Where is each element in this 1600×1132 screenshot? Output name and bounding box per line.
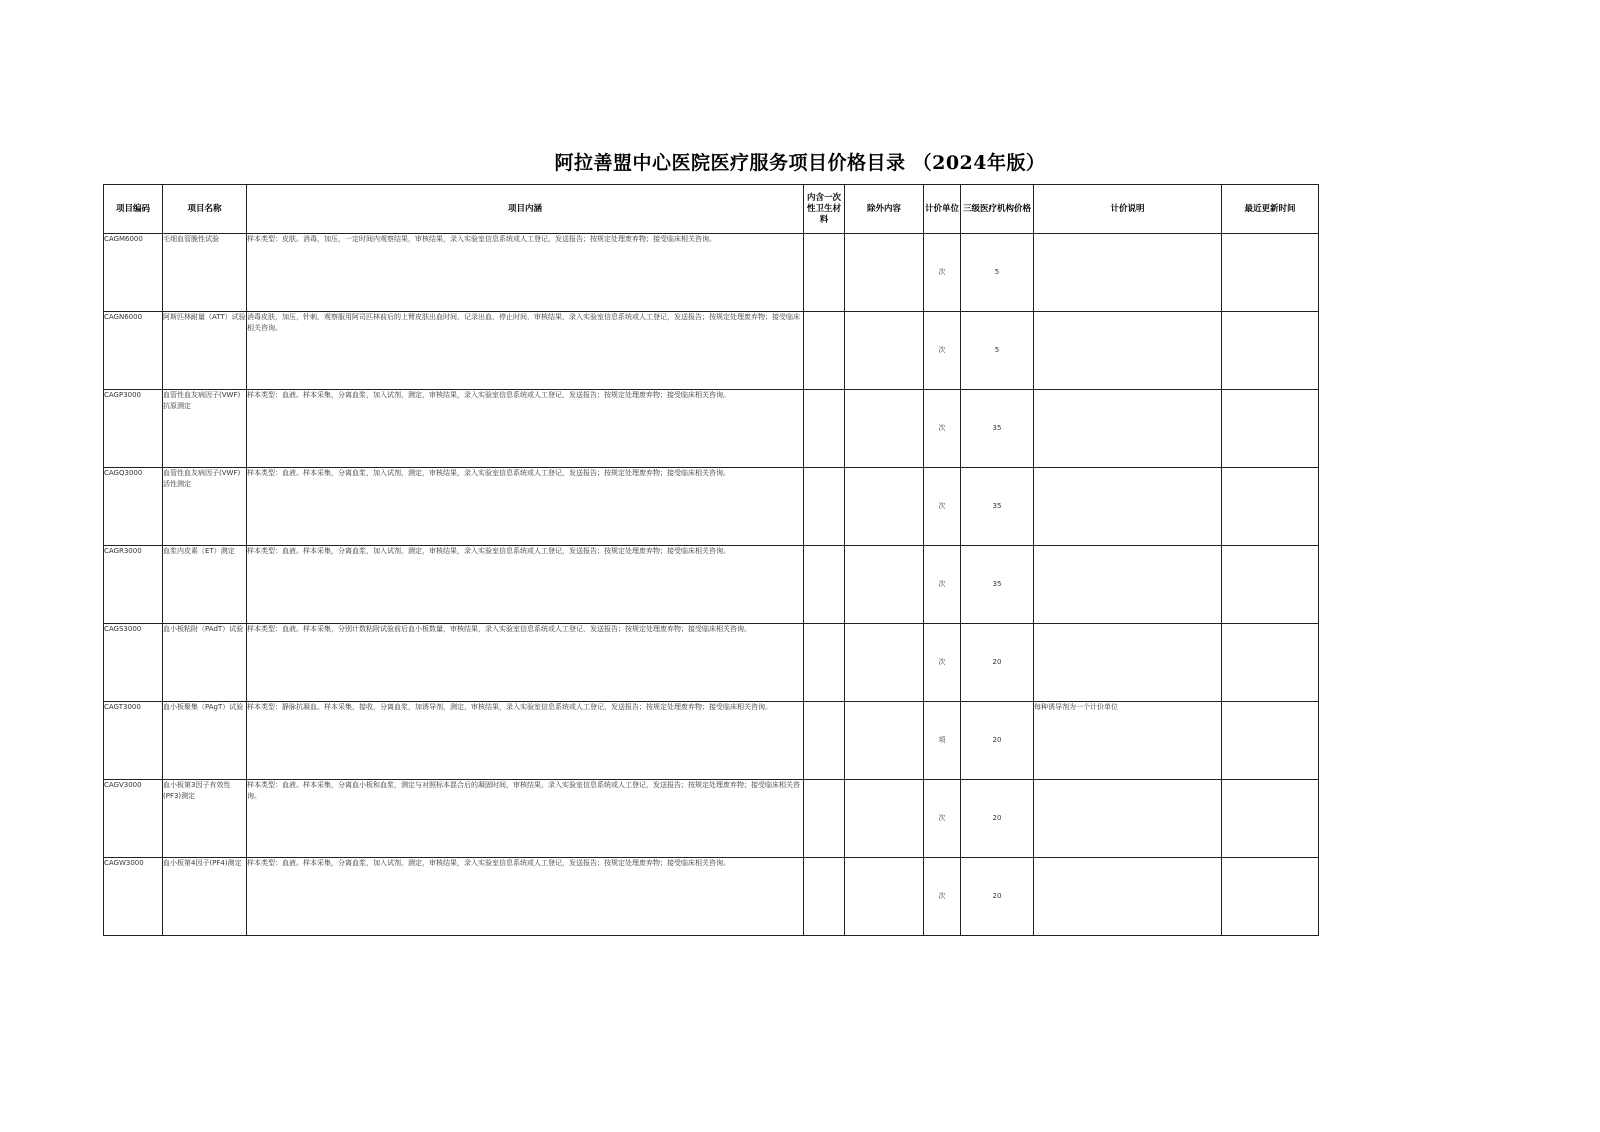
header-notes: 计价说明 (1034, 185, 1222, 234)
cell-unit: 次 (924, 624, 961, 702)
cell-updated (1222, 858, 1319, 936)
cell-updated (1222, 780, 1319, 858)
cell-updated (1222, 702, 1319, 780)
header-exclusions: 除外内容 (845, 185, 924, 234)
cell-materials (804, 234, 845, 312)
cell-price: 20 (961, 858, 1034, 936)
cell-materials (804, 312, 845, 390)
table-row (104, 780, 1319, 858)
header-row (104, 185, 1319, 234)
header-unit: 计价单位 (924, 185, 961, 234)
cell-name: 阿斯匹林耐量（ATT）试验 (163, 312, 247, 390)
cell-updated (1222, 624, 1319, 702)
table-row (104, 624, 1319, 702)
cell-notes (1034, 858, 1222, 936)
cell-notes (1034, 546, 1222, 624)
cell-price: 20 (961, 780, 1034, 858)
cell-unit: 次 (924, 780, 961, 858)
header-name: 项目名称 (163, 185, 247, 234)
cell-exclusions (845, 234, 924, 312)
table-row (104, 234, 1319, 312)
cell-notes (1034, 468, 1222, 546)
cell-price: 20 (961, 624, 1034, 702)
cell-materials (804, 390, 845, 468)
cell-code: CAGP3000 (104, 390, 163, 468)
cell-name: 血小板粘附（PAdT）试验 (163, 624, 247, 702)
cell-content: 样本类型：静脉抗凝血。样本采集，接收，分离血浆，加诱导剂，测定，审核结果，录入实验室信息系统或人工登记，发送报告；按规定处理废弃物；接受临床相关咨询。 (247, 702, 804, 780)
header-code: 项目编码 (104, 185, 163, 234)
cell-unit: 次 (924, 234, 961, 312)
cell-unit: 次 (924, 468, 961, 546)
header-price: 三级医疗机构价格 (961, 185, 1034, 234)
cell-code: CAGM6000 (104, 234, 163, 312)
cell-price: 35 (961, 390, 1034, 468)
table-row (104, 702, 1319, 780)
cell-exclusions (845, 468, 924, 546)
cell-notes (1034, 234, 1222, 312)
cell-name: 血浆内皮素（ET）测定 (163, 546, 247, 624)
header-updated: 最近更新时间 (1222, 185, 1319, 234)
cell-content: 样本类型：血液。样本采集，分离血小板和血浆，测定与对照标本混合后的凝固时间，审核结果，录入实验室信息系统或人工登记，发送报告；按规定处理废弃物；接受临床相关咨询。 (247, 780, 804, 858)
cell-unit: 项 (924, 702, 961, 780)
table-row (104, 390, 1319, 468)
cell-materials (804, 546, 845, 624)
cell-exclusions (845, 858, 924, 936)
cell-notes (1034, 312, 1222, 390)
cell-content: 样本类型：血液。样本采集，分别计数粘附试验前后血小板数量，审核结果，录入实验室信息系统或人工登记，发送报告；按规定处理废弃物；接受临床相关咨询。 (247, 624, 804, 702)
cell-code: CAGS3000 (104, 624, 163, 702)
cell-unit: 次 (924, 390, 961, 468)
cell-price: 20 (961, 702, 1034, 780)
cell-unit: 次 (924, 858, 961, 936)
cell-name: 毛细血管脆性试验 (163, 234, 247, 312)
cell-notes: 每种诱导剂为一个计价单位 (1034, 702, 1222, 780)
cell-code: CAGR3000 (104, 546, 163, 624)
cell-content: 消毒皮肤，加压，针刺，观察服用阿司匹林前后的上臂皮肤出血时间，记录出血、停止时间，审核结果，录入实验室信息系统或人工登记，发送报告；按规定处理废弃物；接受临床相关咨询。 (247, 312, 804, 390)
cell-updated (1222, 390, 1319, 468)
cell-notes (1034, 624, 1222, 702)
cell-updated (1222, 546, 1319, 624)
table-row (104, 858, 1319, 936)
cell-notes (1034, 780, 1222, 858)
cell-code: CAGT3000 (104, 702, 163, 780)
cell-content: 样本类型：血液。样本采集，分离血浆，加入试剂，测定，审核结果，录入实验室信息系统或人工登记，发送报告；按规定处理废弃物；接受临床相关咨询。 (247, 390, 804, 468)
cell-exclusions (845, 312, 924, 390)
cell-price: 5 (961, 234, 1034, 312)
cell-code: CAGN6000 (104, 312, 163, 390)
cell-name: 血小板第4因子(PF4)测定 (163, 858, 247, 936)
cell-name: 血小板第3因子有效性(PF3)测定 (163, 780, 247, 858)
cell-exclusions (845, 624, 924, 702)
cell-name: 血管性血友病因子(VWF)抗原测定 (163, 390, 247, 468)
table-row (104, 546, 1319, 624)
cell-updated (1222, 468, 1319, 546)
header-materials: 内含一次性卫生材料 (804, 185, 845, 234)
cell-updated (1222, 312, 1319, 390)
cell-price: 35 (961, 546, 1034, 624)
cell-unit: 次 (924, 546, 961, 624)
cell-content: 样本类型：血液。样本采集，分离血浆，加入试剂，测定，审核结果，录入实验室信息系统或人工登记，发送报告；按规定处理废弃物；接受临床相关咨询。 (247, 468, 804, 546)
cell-name: 血小板聚集（PAgT）试验 (163, 702, 247, 780)
cell-materials (804, 468, 845, 546)
cell-materials (804, 858, 845, 936)
cell-unit: 次 (924, 312, 961, 390)
cell-materials (804, 702, 845, 780)
cell-exclusions (845, 546, 924, 624)
table-row (104, 468, 1319, 546)
table-row (104, 312, 1319, 390)
cell-updated (1222, 234, 1319, 312)
cell-materials (804, 780, 845, 858)
page-title: 阿拉善盟中心医院医疗服务项目价格目录 （2024年版） (554, 152, 1046, 174)
header-content: 项目内涵 (247, 185, 804, 234)
cell-content: 样本类型：血液。样本采集，分离血浆，加入试剂，测定，审核结果，录入实验室信息系统或人工登记，发送报告；按规定处理废弃物；接受临床相关咨询。 (247, 546, 804, 624)
cell-code: CAGQ3000 (104, 468, 163, 546)
price-table (103, 184, 1319, 936)
cell-code: CAGW3000 (104, 858, 163, 936)
cell-content: 样本类型：皮肤。消毒，加压，一定时间内观察结果，审核结果，录入实验室信息系统或人工登记，发送报告；按规定处理废弃物；接受临床相关咨询。 (247, 234, 804, 312)
cell-content: 样本类型：血液。样本采集，分离血浆，加入试剂，测定，审核结果，录入实验室信息系统或人工登记，发送报告；按规定处理废弃物；接受临床相关咨询。 (247, 858, 804, 936)
cell-exclusions (845, 702, 924, 780)
cell-price: 35 (961, 468, 1034, 546)
cell-price: 5 (961, 312, 1034, 390)
cell-materials (804, 624, 845, 702)
cell-notes (1034, 390, 1222, 468)
cell-name: 血管性血友病因子(VWF)活性测定 (163, 468, 247, 546)
cell-exclusions (845, 390, 924, 468)
cell-code: CAGV3000 (104, 780, 163, 858)
cell-exclusions (845, 780, 924, 858)
